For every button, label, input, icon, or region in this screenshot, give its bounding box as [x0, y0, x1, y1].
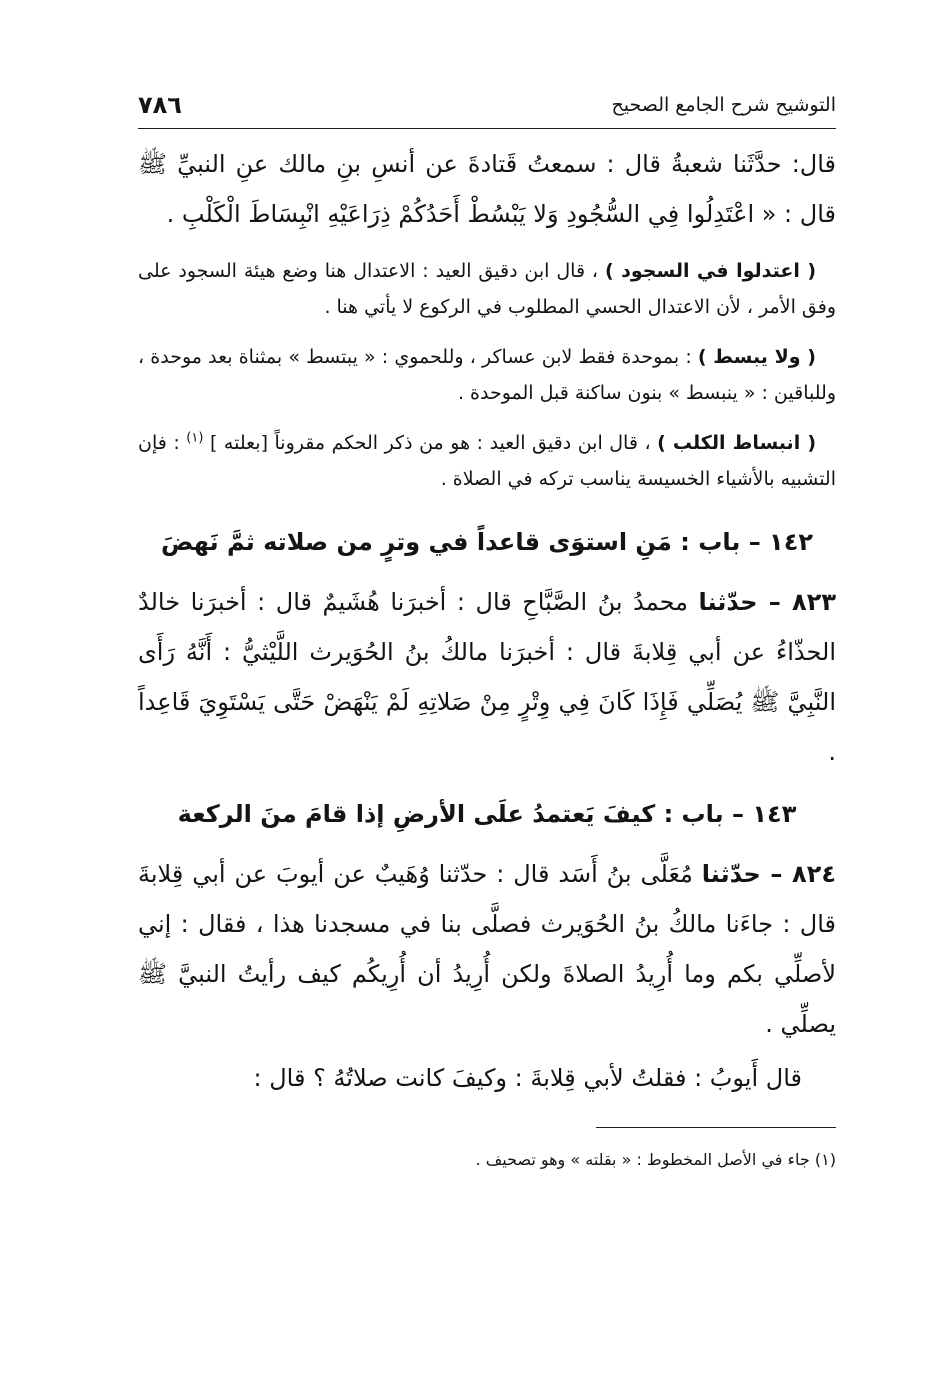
commentary-text: : فإن التشبيه بالأشياء الخسيسة يناسب تركه في الصلاة .	[138, 432, 836, 490]
commentary-text: ، قال ابن دقيق العيد : الاعتدال هنا وضع هيئة السجود على وفق الأمر ، لأن الاعتدال الحسي المطلوب في الركوع لا يأتي هنا .	[138, 260, 836, 318]
chapter-heading-143: ١٤٣ – باب : كيفَ يَعتمدُ علَى الأرضِ إذا قامَ منَ الركعة	[177, 800, 797, 828]
commentary-paragraph	[138, 339, 836, 411]
footnote-reference: (١)	[186, 430, 204, 446]
running-header	[138, 80, 836, 129]
chapter-heading-142: ١٤٢ – باب : مَنِ استوَى قاعداً في وترٍ من صلاته ثمَّ نَهضَ	[160, 528, 813, 556]
commentary-paragraph	[138, 425, 836, 497]
page-number: ٧٨٦	[138, 91, 182, 119]
hadith-continuation-text: قال: حدَّثَنا شعبةُ قال : سمعتُ قَتادةَ عن أنسِ بنِ مالك عنِ النبيِّ ﷺ قال : « اعْتَدِلُوا فِي السُّجُودِ وَلا يَبْسُطْ أَحَدُكُمْ ذِرَاعَيْهِ انْبِسَاطَ الْكَلْبِ .	[138, 150, 836, 228]
footnote-divider	[596, 1127, 836, 1128]
footnote: (١) جاء في الأصل المخطوط : « بقلته » وهو تصحيف .	[475, 1150, 836, 1169]
commentary-lemma: ( انبساط الكلب )	[657, 432, 816, 454]
hadith-continuation-end: قال أَيوبُ : فقلتُ لأبي قِلابةَ : وكيفَ كانت صلاتُهُ ؟ قال :	[253, 1064, 802, 1092]
commentary-text: ، قال ابن دقيق العيد : هو من ذكر الحكم مقروناً [بعلته ]	[203, 432, 658, 454]
commentary-paragraph	[138, 253, 836, 325]
commentary-text: : بموحدة فقط لابن عساكر ، وللحموي : « يبتسط » بمثناة بعد موحدة ، وللباقين : « ينبسط » بنون ساكنة قبل الموحدة .	[138, 346, 836, 404]
hadith-number-label: ٨٢٣ – حدّثنا	[698, 588, 836, 616]
hadith-text: مُعَلَّى بنُ أَسَد قال : حدّثنا وُهَيبٌ عن أيوبَ عن أبي قِلابةَ قال : جاءَنا مالكُ بنُ الحُوَيرث فصلَّى بنا في مسجدنا هذا ، فقال : إني لأصلِّي بكم وما أُرِيدُ الصلاةَ ولكن أُرِيدُ أن أُرِيكُم كيف رأيتُ النبيَّ ﷺ يصلِّي .	[138, 860, 836, 1038]
page-content	[138, 80, 836, 1174]
commentary-lemma: ( ولا يبسط )	[697, 346, 816, 368]
hadith-number-label: ٨٢٤ – حدّثنا	[701, 860, 836, 888]
hadith-824	[138, 849, 836, 1049]
hadith-text: محمدُ بنُ الصَّبَّاحِ قال : أخبرَنا هُشَيمٌ قال : أخبرَنا خالدٌ الحذّاءُ عن أبي قِلابةَ قال : أخبرَنا مالكُ بنُ الحُوَيرث اللَّيْثيُّ : أَنَّهُ رَأَى النَّبِيَّ ﷺ يُصَلِّي فَإِذَا كَانَ فِي وِتْرٍ مِنْ صَلاتِهِ لَمْ يَنْهَضْ حَتَّى يَسْتَوِيَ قَاعِداً .	[138, 588, 836, 766]
book-title: التوشيح شرح الجامع الصحيح	[611, 94, 836, 116]
commentary-lemma: ( اعتدلوا في السجود )	[604, 260, 817, 282]
hadith-823	[138, 577, 836, 777]
